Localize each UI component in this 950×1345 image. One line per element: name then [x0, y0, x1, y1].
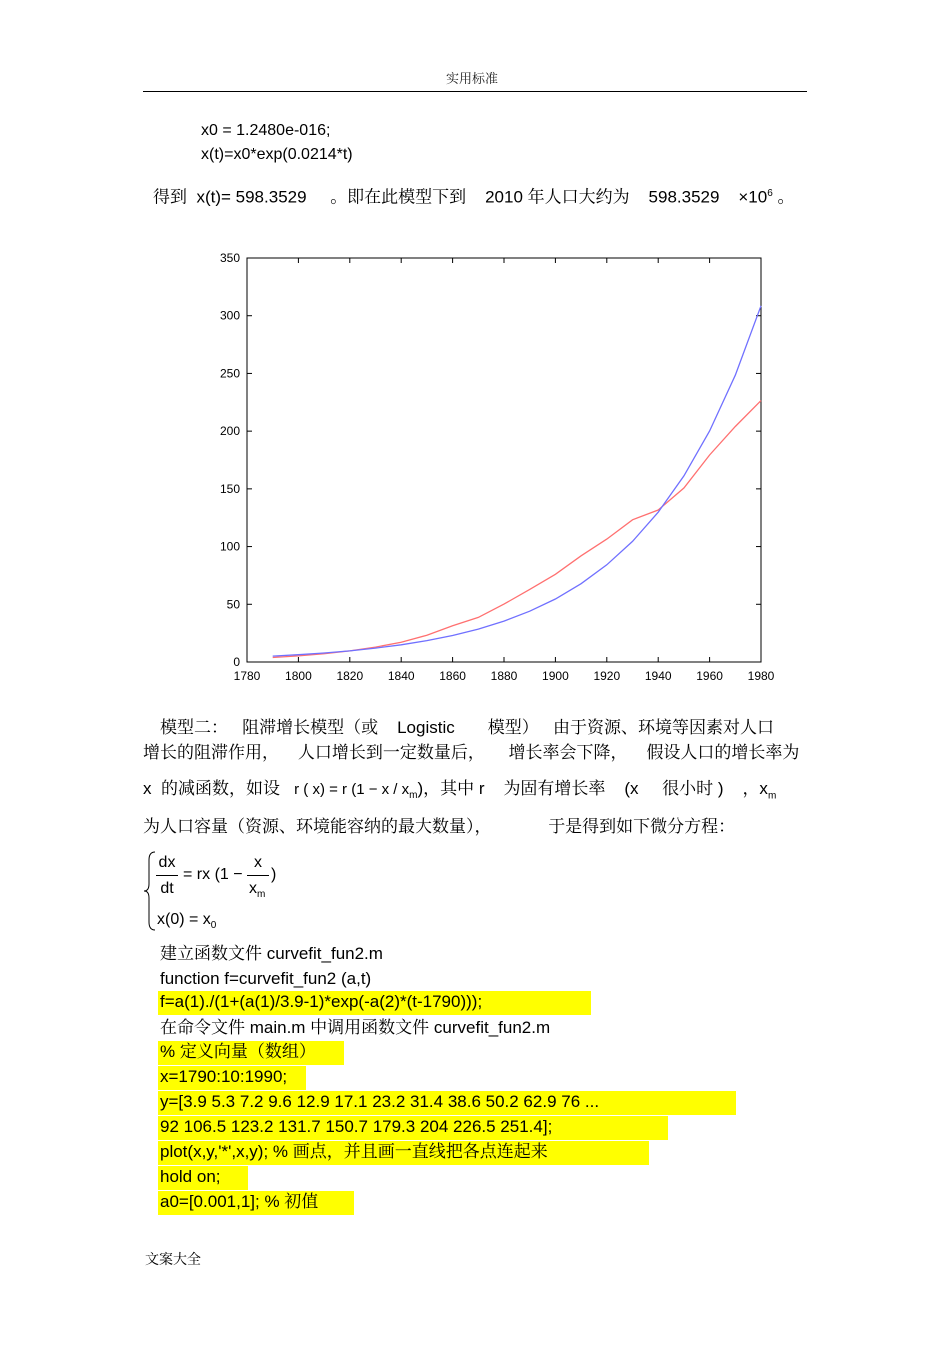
model2-text: 增长的阻滞作用，: [143, 743, 279, 762]
series-line-1: [273, 401, 761, 658]
formula-sub: m: [767, 790, 777, 802]
result-unit: ×10: [738, 187, 768, 207]
x-tick-label: 1900: [542, 669, 569, 683]
model2-text: 为人口容量（资源、环境能容纳的最大数量），: [143, 817, 492, 836]
eq-denominator: dt: [160, 880, 174, 897]
result-sentence: [153, 183, 795, 209]
eq-frac-num: x: [254, 854, 262, 871]
result-text: 。: [777, 187, 795, 207]
y-tick-label: 250: [219, 366, 240, 381]
result-text: 得到: [153, 187, 187, 207]
y-tick-label: 50: [226, 597, 240, 612]
result-formula: x(t)= 598.3529: [196, 187, 307, 207]
model2-text: 增长率会下降，: [508, 743, 628, 762]
model2-text: 的减函数，如设: [160, 779, 280, 798]
model2-text: Logistic: [397, 718, 455, 737]
eq-frac-den-text: x: [249, 880, 257, 897]
model2-formula: [294, 781, 418, 801]
eq-close: ): [271, 866, 277, 883]
x-tick-label: 1880: [490, 669, 518, 683]
model2-text: 模型二：: [160, 718, 228, 737]
fraction-bar: [156, 875, 178, 876]
result-exponent: 6: [767, 188, 773, 199]
code-line: x0 = 1.2480e-016;: [201, 122, 331, 139]
code-line-highlighted: 92 106.5 123.2 131.7 150.7 179.3 204 226.5 251.4];: [158, 1116, 668, 1140]
x-tick-label: 1940: [644, 669, 672, 683]
model2-text: ，x: [742, 779, 768, 798]
code-line-highlighted: a0=[0.001,1]; % 初值: [158, 1191, 354, 1215]
plot-frame: [247, 258, 761, 662]
code-line-highlighted: y=[3.9 5.3 7.2 9.6 12.9 17.1 23.2 31.4 38.6 50.2 62.9 76 ...: [158, 1091, 736, 1115]
formula-text: r ( x) = r (1 − x / x: [294, 781, 410, 798]
x-tick-label: 1840: [387, 669, 415, 683]
page-footer: 文案大全: [145, 1251, 201, 1267]
y-tick-label: 0: [233, 655, 240, 669]
eq-initial-text: x(0) = x: [157, 911, 211, 928]
y-tick-label: 100: [219, 539, 240, 554]
eq-frac-den-sub: m: [257, 889, 266, 901]
model2-text: 于是得到如下微分方程：: [548, 817, 736, 836]
y-tick-label: 150: [219, 481, 240, 496]
code-line: 在命令文件 main.m 中调用函数文件 curvefit_fun2.m: [160, 1018, 551, 1037]
x-tick-label: 1920: [593, 669, 621, 683]
fraction-bar: [247, 875, 269, 876]
model2-text: (x: [624, 779, 639, 798]
model2-text: 很小时 ): [662, 779, 724, 798]
model2-line1: [160, 717, 774, 739]
result-value: 598.3529: [648, 187, 720, 207]
code-line: x(t)=x0*exp(0.0214*t): [201, 146, 353, 163]
brace-icon: [143, 850, 157, 932]
y-tick-label: 350: [219, 251, 240, 265]
y-tick-label: 300: [219, 308, 240, 323]
series-line-2: [273, 306, 761, 656]
model2-text: 阻滞增长模型（或: [242, 718, 379, 737]
page-header: 实用标准: [446, 71, 499, 86]
eq-numerator: dx: [158, 854, 176, 871]
model2-text: 人口增长到一定数量后，: [297, 743, 485, 762]
code-line: 建立函数文件 curvefit_fun2.m: [160, 944, 383, 963]
x-tick-label: 1980: [747, 669, 775, 683]
model2-text: 模型）: [487, 718, 539, 737]
code-line-highlighted: x=1790:10:1990;: [158, 1066, 306, 1090]
eq-initial-sub: 0: [210, 920, 217, 932]
population-chart: [200, 245, 790, 695]
model2-text: 假设人口的增长率为: [646, 743, 800, 762]
model2-text: x: [143, 779, 152, 798]
code-line: function f=curvefit_fun2 (a,t): [160, 969, 372, 988]
result-text: 2010 年人口大约为: [485, 187, 630, 207]
model2-text: )，其中 r: [417, 779, 485, 798]
model2-text: 由于资源、环境等因素对人口: [552, 718, 774, 737]
code-line-highlighted: hold on;: [158, 1166, 248, 1190]
x-tick-label: 1780: [233, 669, 261, 683]
eq-middle: = rx (1 −: [183, 866, 243, 883]
code-line-highlighted: f=a(1)./(1+(a(1)/3.9-1)*exp(-a(2)*(t-1790)));: [158, 991, 591, 1015]
model2-text: 为固有增长率: [503, 779, 606, 798]
x-tick-label: 1820: [336, 669, 364, 683]
header-rule: [143, 91, 807, 92]
code-line-highlighted: % 定义向量（数组）: [158, 1041, 344, 1065]
model2-line3: [143, 778, 776, 807]
x-tick-label: 1800: [285, 669, 312, 683]
model2-line2: [143, 742, 799, 764]
model2-line4: [143, 816, 735, 838]
eq-initial: [157, 910, 216, 936]
code-line-highlighted: plot(x,y,'*',x,y); % 画点，并且画一直线把各点连起来: [158, 1141, 649, 1165]
x-tick-label: 1860: [439, 669, 466, 683]
formula-sub: m: [409, 790, 418, 801]
eq-frac-den: [249, 879, 265, 905]
y-tick-label: 200: [219, 424, 240, 439]
result-text: 。即在此模型下到: [330, 187, 467, 207]
x-tick-label: 1960: [696, 669, 723, 683]
